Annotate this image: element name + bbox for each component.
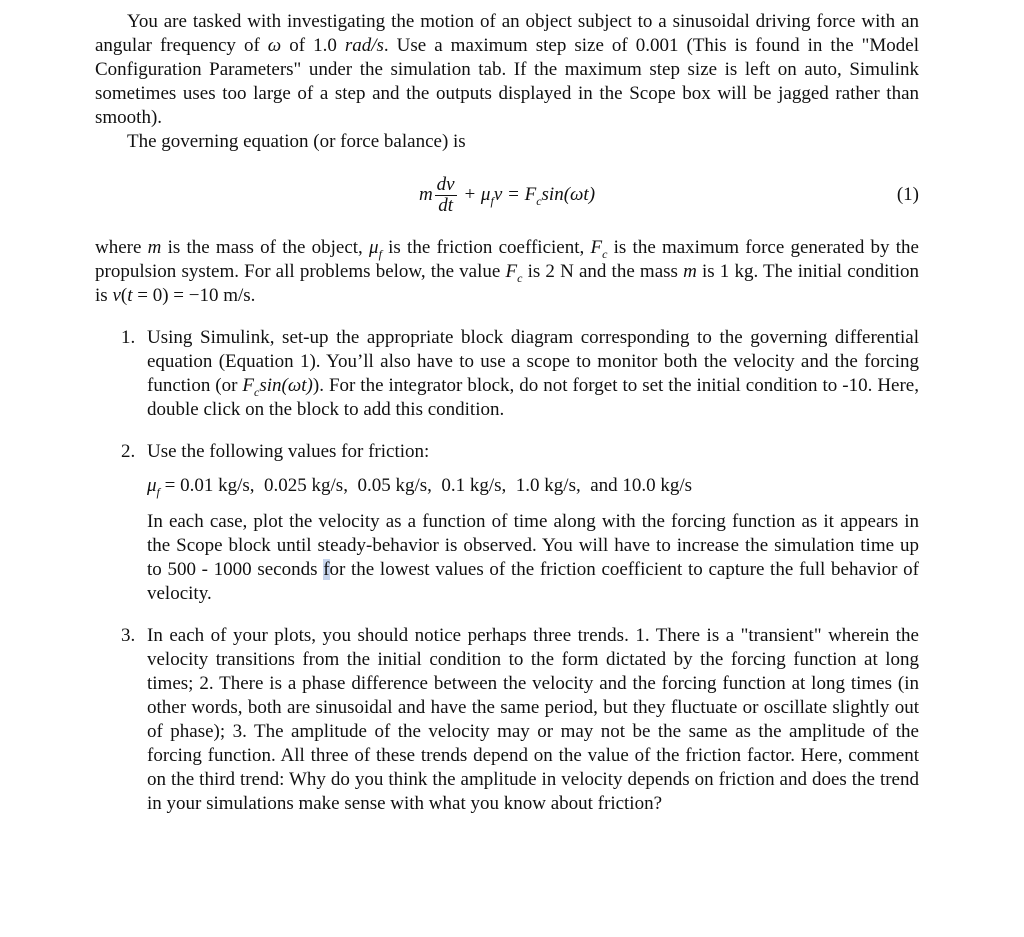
where-b: is the mass of the object, (161, 237, 370, 258)
item1-F: F (242, 375, 255, 396)
item-text (147, 326, 919, 422)
where-t: t (127, 285, 133, 306)
intro-paragraph (95, 10, 919, 130)
item2-text-a: In each case, plot the velocity as a function of time along with the forcing function as it appears in the Scope block until steady-behavior is observed. You will have to increase the simulation time up to 500 - 1000 seconds (147, 511, 919, 580)
equation-body (95, 168, 919, 222)
where-e: is 2 N and the mass (522, 261, 684, 282)
friction-values (147, 474, 919, 498)
where-c: is the friction coefficient, (381, 237, 591, 258)
intro-text-b: of 1.0 (281, 35, 345, 56)
item-number: 2. (121, 441, 136, 462)
eq-mass: m (418, 184, 433, 205)
item2-mu-sub: f (156, 484, 160, 499)
where-mu-sub: f (378, 246, 382, 261)
where-a: where (95, 237, 148, 258)
eq-middle: + μ (458, 184, 491, 205)
item2-values: = 0.01 kg/s, 0.025 kg/s, 0.05 kg/s, 0.1 kg/s, 1.0 kg/s, and 10.0 kg/s (159, 475, 693, 496)
where-m: m (147, 237, 162, 258)
where-g: ( (120, 285, 128, 306)
item2-text-b: or the lowest values of the friction coefficient to capture the full behavior of velocity. (147, 559, 920, 604)
eq-v-equals-f: v = F (493, 184, 537, 205)
governing-equation-intro: The governing equation (or force balance) is (127, 131, 466, 152)
list-item (121, 624, 919, 816)
where-m2: m (683, 261, 697, 282)
list-item (121, 326, 919, 422)
item1-text-b: ). For the integrator block, do not forget to set the initial condition to -10. Here, double click on the block to add this condition. (147, 375, 919, 420)
item-number: 1. (121, 327, 136, 348)
item1-F-sub: c (254, 384, 260, 399)
where-d: is the maximum force generated by the propulsion system. For all problems below, the value (95, 237, 919, 282)
where-F2-sub: c (517, 270, 523, 285)
equation-1 (95, 168, 919, 222)
where-F-sub: c (602, 246, 608, 261)
item-text: In each of your plots, you should notice perhaps three trends. 1. There is a "transient" wherein the velocity transitions from the initial condition to the form dictated by the forcing function at long times; 2. There is a phase difference between the velocity and the forcing function at long times (in other words, both are sinusoidal and have the same period, but they fluctuate or oscillate slightly out of phase); 3. The amplitude of the velocity may or may not be the same as the amplitude of the forcing function. All three of these trends depend on the value of the friction factor. Here, comment on the third trend: Why do you think the amplitude in velocity depends on friction and does the trend in your simulations make sense with what you know about friction? (147, 625, 919, 814)
intro-text-c: . Use a maximum step size of 0.001 (This is found in the "Model Configuration Parameters" under the simulation tab. If the maximum step size is left on auto, Simulink sometimes uses too large of a step and the outputs displayed in the Scope box will be jagged rather than smooth). (95, 35, 919, 128)
eq-sub-c: c (536, 193, 542, 208)
omega-symbol: ω (267, 35, 282, 56)
eq-frac-numerator: dv (436, 174, 455, 196)
eq-sub-f: f (490, 193, 494, 208)
item-text (147, 510, 919, 606)
item2-intro: Use the following values for friction: (147, 441, 430, 462)
item2-mu: μ (147, 475, 157, 496)
intro-text-a: You are tasked with investigating the motion of an object subject to a sinusoidal driving force with an angular frequency of (95, 11, 919, 56)
unit-rad-s: rad/s (344, 35, 384, 56)
eq-rhs: sin(ωt) (541, 184, 596, 205)
eq-frac-denominator: dt (438, 195, 454, 217)
where-f: is 1 kg. The initial condition is (95, 261, 919, 306)
item1-sin: sin(ωt) (259, 375, 313, 396)
item1-text-a: Using Simulink, set-up the appropriate block diagram corresponding to the governing differential equation (Equation 1). You’ll also have to use a scope to monitor both the velocity and the forcing function (or (147, 327, 919, 396)
list-item (121, 440, 920, 606)
equation-number: (1) (896, 184, 919, 205)
where-h: = 0) = −10 m/s. (132, 285, 256, 306)
problem-list (95, 326, 919, 816)
text-cursor-highlight: f (323, 559, 330, 580)
where-paragraph (95, 236, 919, 308)
eq-derivative-fraction (435, 175, 457, 216)
document-page (95, 10, 919, 834)
where-mu: μ (369, 237, 379, 258)
item-number: 3. (121, 625, 136, 646)
where-F: F (590, 237, 603, 258)
where-v: v (112, 285, 121, 306)
where-F2: F (505, 261, 518, 282)
